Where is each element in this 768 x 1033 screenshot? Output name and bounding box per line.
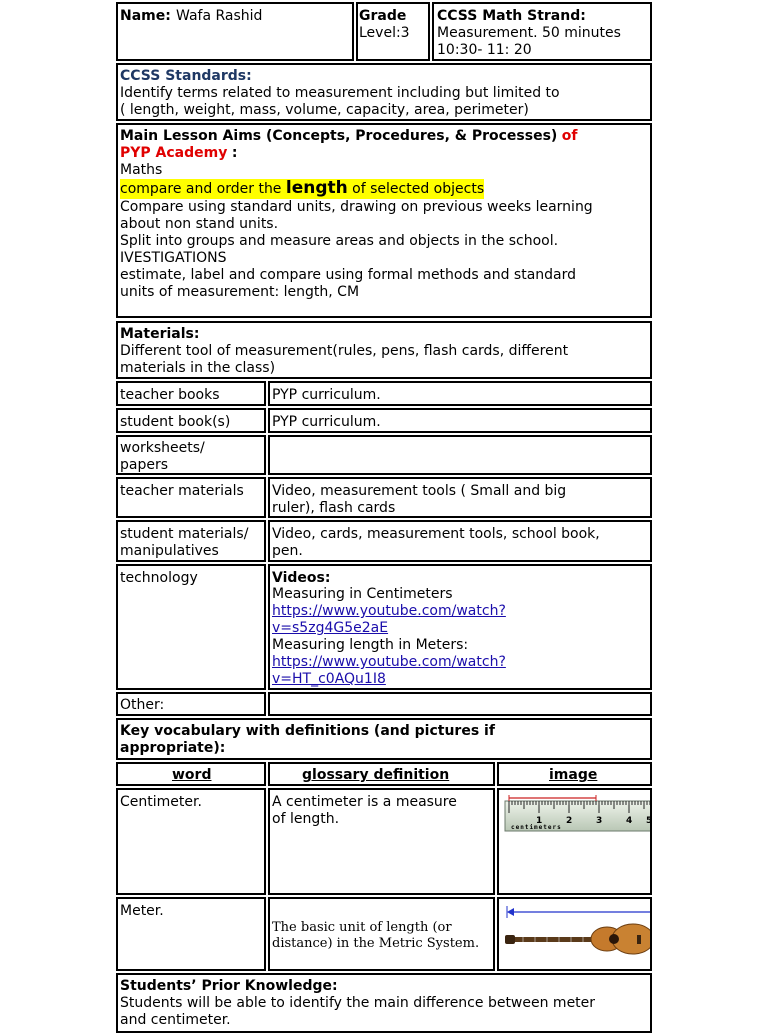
videos-label: Videos:	[272, 570, 331, 586]
video-1-link[interactable]: https://www.youtube.com/watch?	[272, 603, 506, 619]
col-image-cell	[497, 762, 652, 786]
col-def-cell	[268, 762, 495, 786]
technology-label: technology	[120, 570, 198, 586]
materials-label: Materials:	[120, 326, 200, 342]
resource-key: teacher materials	[120, 483, 244, 499]
vocab-header-cell	[116, 718, 652, 760]
ruler-number: 2	[566, 816, 573, 826]
vocab-image-cell	[497, 897, 652, 971]
strand-label: CCSS Math Strand:	[437, 8, 586, 24]
aims-line-a: Compare using standard units, drawing on previous weeks learning	[120, 199, 593, 215]
resource-value-2: pen.	[272, 543, 303, 559]
name-value: Wafa Rashid	[176, 8, 263, 24]
grade-value: Level:3	[359, 25, 410, 41]
vocab-word-cell	[116, 788, 266, 895]
ruler-number: 4	[626, 816, 633, 826]
other-value-cell	[268, 692, 652, 716]
resource-key-cell	[116, 520, 266, 562]
col-word-header: word	[172, 767, 212, 783]
video-2-title: Measuring length in Meters:	[272, 637, 469, 653]
grade-cell	[356, 2, 430, 61]
video-2-link[interactable]: https://www.youtube.com/watch?	[272, 654, 506, 670]
name-label: Name:	[120, 8, 171, 24]
ruler-image	[501, 795, 652, 855]
aims-line-b: about non stand units.	[120, 216, 279, 232]
vocab-def-1: A centimeter is a measure	[272, 794, 457, 810]
resource-value-cell	[268, 381, 652, 406]
aims-highlight-line	[120, 179, 484, 199]
vocab-word: Centimeter.	[120, 794, 202, 810]
ruler-caption: centimeters	[511, 824, 562, 831]
resource-value: PYP curriculum.	[272, 414, 381, 430]
materials-cell	[116, 321, 652, 379]
vocab-def-cell	[268, 897, 495, 971]
vocab-def-2: of length.	[272, 811, 340, 827]
resource-key-cell	[116, 381, 266, 406]
aims-hl-post: of selected objects	[347, 181, 485, 197]
video-1-title: Measuring in Centimeters	[272, 586, 453, 602]
ruler-number: 5	[646, 816, 652, 826]
prior-knowledge-cell	[116, 973, 652, 1033]
aims-line-d: IVESTIGATIONS	[120, 250, 227, 266]
technology-value-cell	[268, 564, 652, 690]
ruler-number: 1	[536, 816, 543, 826]
strand-cell	[432, 2, 652, 61]
aims-label: Main Lesson Aims (Concepts, Procedures, & Processes)	[120, 128, 558, 144]
name-cell	[116, 2, 354, 61]
other-key-cell	[116, 692, 266, 716]
other-label: Other:	[120, 697, 165, 713]
resource-value: Video, measurement tools ( Small and big	[272, 483, 567, 499]
strand-line-2: 10:30- 11: 20	[437, 42, 532, 58]
strand-line-1: Measurement. 50 minutes	[437, 25, 621, 41]
col-word-cell	[116, 762, 266, 786]
vocab-label-2: appropriate):	[120, 740, 226, 756]
guitar-image	[501, 899, 652, 969]
aims-colon: :	[231, 145, 238, 161]
resource-value-2: ruler), flash cards	[272, 500, 396, 516]
resource-key-cell	[116, 435, 266, 475]
materials-line-2: materials in the class)	[120, 360, 276, 376]
resource-key: student book(s)	[120, 414, 231, 430]
vocab-image-cell	[497, 788, 652, 895]
resource-key: worksheets/	[120, 440, 205, 456]
meter-arrow-head	[507, 908, 514, 916]
aims-academy-line	[120, 145, 237, 162]
video-2-link-2[interactable]: v=HT_c0AQu1I8	[272, 671, 386, 687]
materials-line-1: Different tool of measurement(rules, pens, flash cards, different	[120, 343, 569, 359]
standards-line-1: Identify terms related to measurement including but limited to	[120, 85, 560, 101]
col-image-header: image	[549, 767, 598, 783]
aims-academy: PYP Academy	[120, 145, 228, 161]
aims-of: of	[561, 128, 578, 144]
resource-key-2: papers	[120, 457, 169, 473]
resource-key-cell	[116, 477, 266, 518]
resource-key: teacher books	[120, 387, 220, 403]
aims-cell	[116, 123, 652, 318]
grade-label: Grade	[359, 8, 407, 24]
technology-key-cell	[116, 564, 266, 690]
vocab-word: Meter.	[120, 903, 164, 919]
guitar-head	[505, 935, 515, 944]
vocab-word-cell	[116, 897, 266, 971]
col-def-header: glossary definition	[302, 767, 450, 783]
guitar-soundhole	[609, 934, 619, 944]
guitar-neck	[513, 937, 593, 942]
aims-title	[120, 128, 578, 145]
aims-line-e: estimate, label and compare using formal methods and standard	[120, 267, 577, 283]
vocab-label-1: Key vocabulary with definitions (and pictures if	[120, 723, 495, 739]
guitar-bridge	[637, 935, 641, 944]
ruler-number: 3	[596, 816, 603, 826]
resource-key-2: manipulatives	[120, 543, 219, 559]
resource-key: student materials/	[120, 526, 249, 542]
resource-key-cell	[116, 408, 266, 433]
resource-value-cell	[268, 477, 652, 518]
aims-hl-pre: compare and order the	[120, 181, 286, 197]
resource-value-cell	[268, 435, 652, 475]
resource-value-cell	[268, 520, 652, 562]
prior-line-1: Students will be able to identify the main difference between meter	[120, 995, 596, 1011]
aims-line-c: Split into groups and measure areas and objects in the school.	[120, 233, 559, 249]
aims-subject: Maths	[120, 162, 163, 178]
resource-value: Video, cards, measurement tools, school book,	[272, 526, 600, 542]
video-1-link-2[interactable]: v=s5zg4G5e2aE	[272, 620, 389, 636]
prior-line-2: and centimeter.	[120, 1012, 231, 1028]
aims-hl-word: length	[285, 178, 348, 198]
standards-cell	[116, 63, 652, 121]
vocab-def-cell	[268, 788, 495, 895]
aims-line-f: units of measurement: length, CM	[120, 284, 360, 300]
standards-label: CCSS Standards:	[120, 68, 252, 84]
resource-value: PYP curriculum.	[272, 387, 381, 403]
standards-line-2: ( length, weight, mass, volume, capacity, area, perimeter)	[120, 102, 529, 118]
vocab-def-2: distance) in the Metric System.	[272, 936, 480, 951]
resource-value-cell	[268, 408, 652, 433]
prior-label: Students’ Prior Knowledge:	[120, 978, 338, 994]
vocab-def-1: The basic unit of length (or	[272, 920, 452, 935]
